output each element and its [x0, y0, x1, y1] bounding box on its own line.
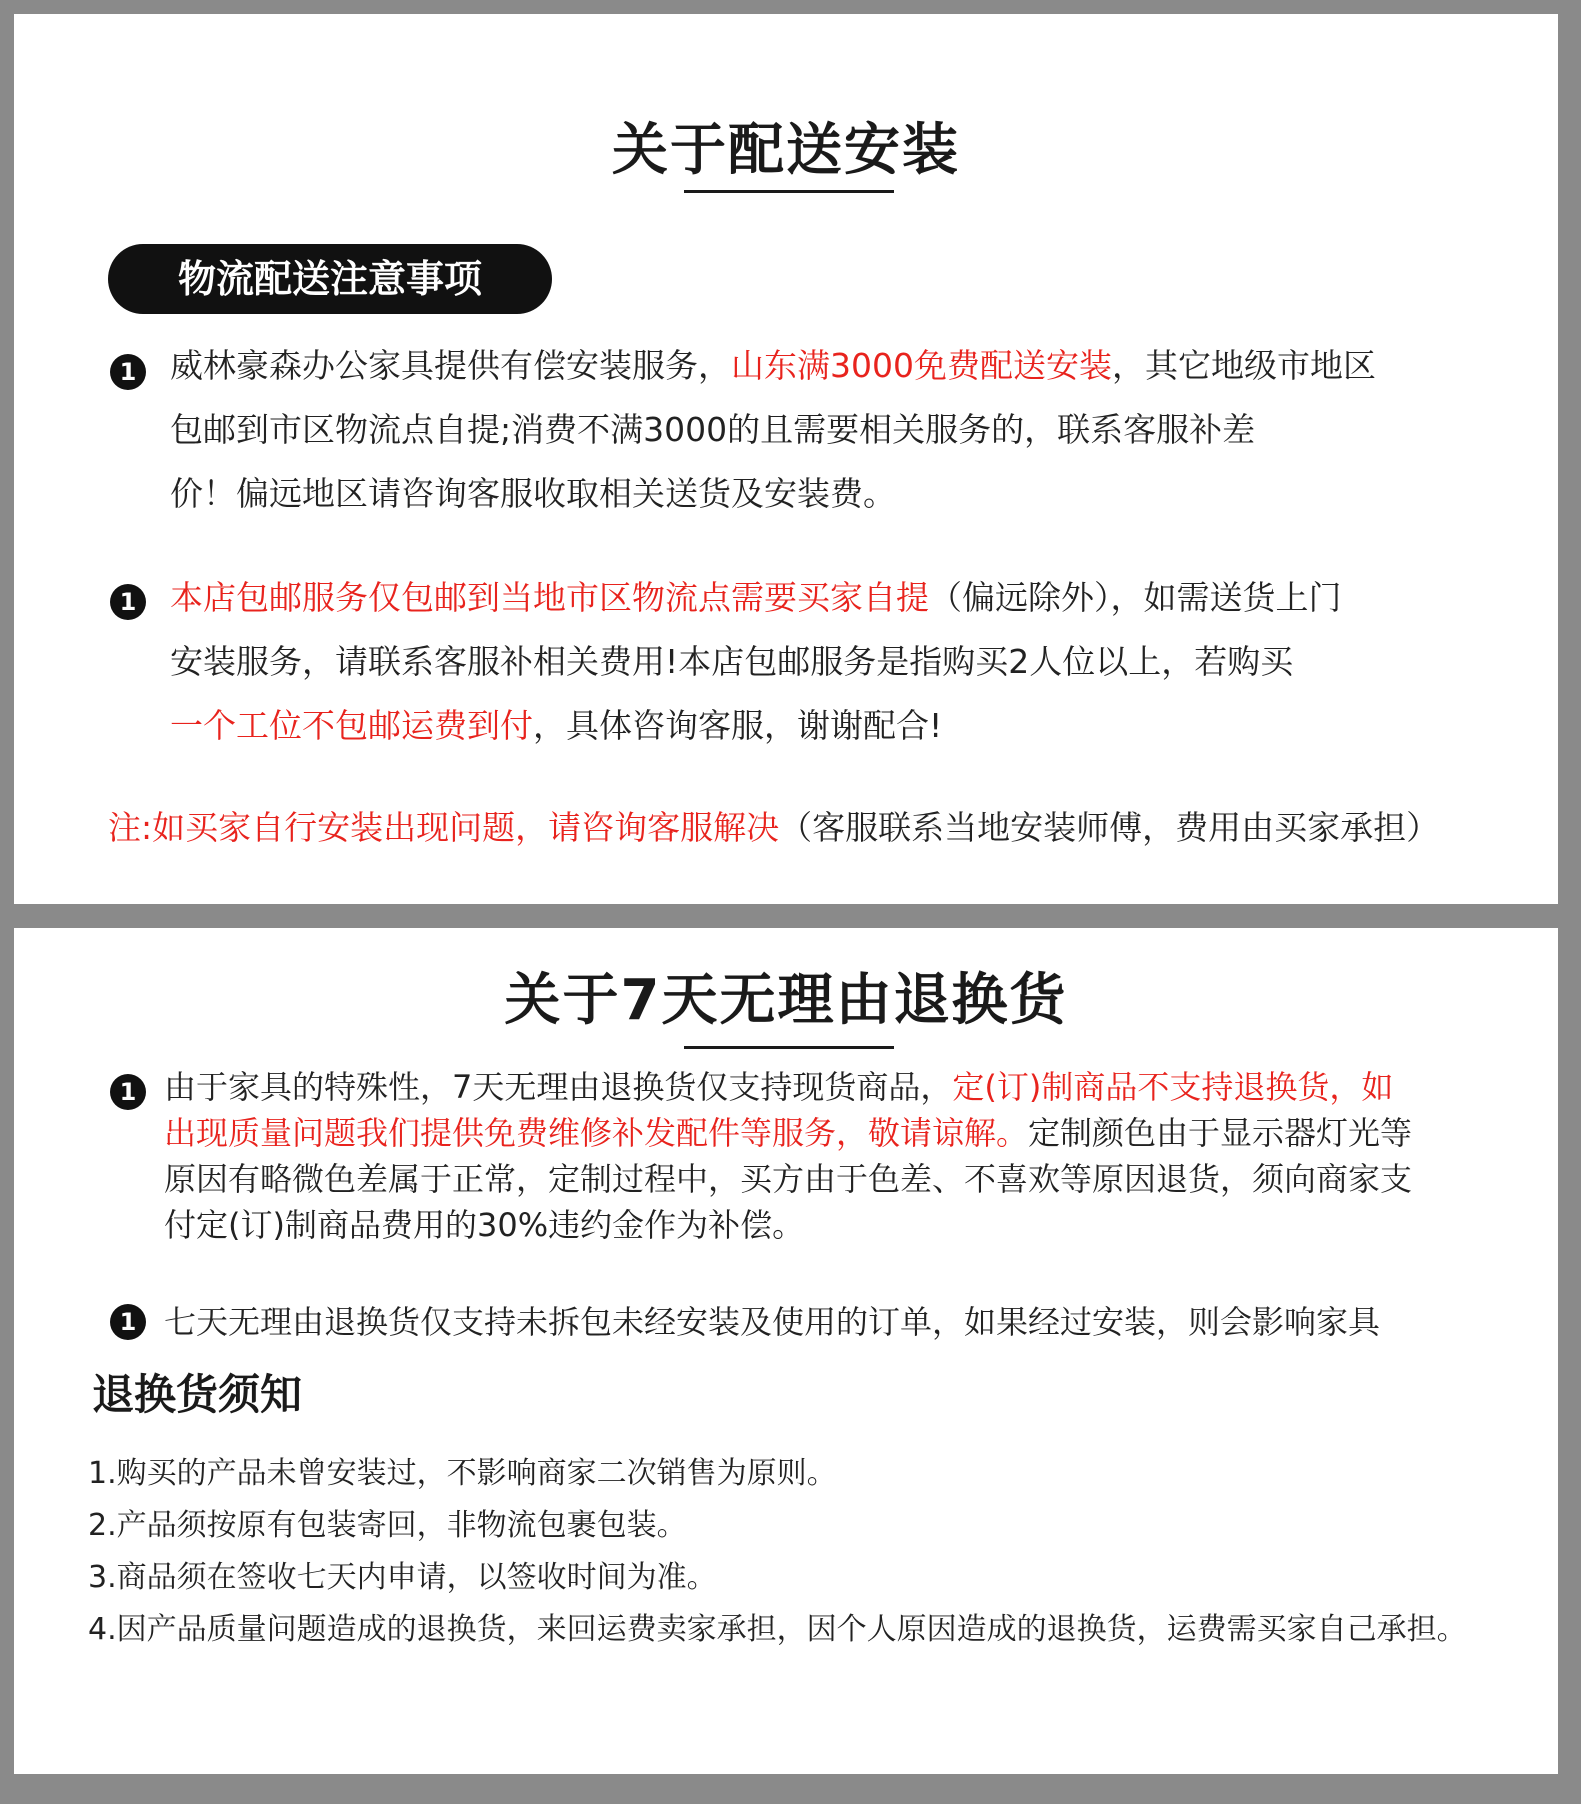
title-underline: [684, 190, 894, 193]
delivery-installation-panel: [14, 14, 1558, 904]
text-line: 付定(订)制商品费用的30%违约金作为补偿。: [164, 1206, 805, 1244]
list-item: 1.购买的产品未曾安装过，不影响商家二次销售为原则。: [88, 1456, 837, 1491]
highlight-text: 本店包邮服务仅包邮到当地市区物流点需要买家自提: [170, 578, 929, 617]
delivery-item-1-text: [170, 334, 1570, 526]
text-segment: 定制颜色由于显示器灯光等: [1028, 1114, 1413, 1152]
number-one-icon: 1: [110, 1074, 146, 1110]
section-title-return: 关于7天无理由退换货: [504, 968, 1068, 1033]
section-title-delivery: 关于配送安装: [612, 118, 960, 183]
return-item-2-text: 七天无理由退换货仅支持未拆包未经安装及使用的订单，如果经过安装，则会影响家具: [164, 1303, 1381, 1341]
list-item: 2.产品须按原有包装寄回，非物流包裹包装。: [88, 1508, 687, 1543]
logistics-notice-badge: 物流配送注意事项: [108, 244, 552, 314]
text-segment: ，其它地级市地区: [1111, 346, 1376, 385]
text-segment: ，具体咨询客服，谢谢配合!: [533, 706, 943, 745]
text-line: 价！偏远地区请咨询客服收取相关送货及安装费。: [170, 474, 896, 513]
highlight-text: 定(订)制商品不支持退换货，如: [952, 1068, 1394, 1106]
number-one-icon: 1: [110, 354, 146, 390]
text-segment: 威林豪森办公家具提供有偿安装服务，: [170, 346, 731, 385]
note-highlight: 注:如买家自行安装出现问题，请咨询客服解决: [108, 808, 780, 847]
return-rules-list: [88, 1448, 1467, 1656]
delivery-item-2-text: [170, 566, 1570, 758]
highlight-text: 一个工位不包邮运费到付: [170, 706, 533, 745]
text-line: 包邮到市区物流点自提;消费不满3000的且需要相关服务的，联系客服补差: [170, 410, 1256, 449]
highlight-text: 山东满3000免费配送安装: [731, 346, 1112, 385]
text-line: 安装服务，请联系客服补相关费用!本店包邮服务是指购买2人位以上，若购买: [170, 642, 1294, 681]
text-segment: （偏远除外），如需送货上门: [929, 578, 1342, 617]
number-one-icon: 1: [110, 584, 146, 620]
list-item: 4.因产品质量问题造成的退换货，来回运费卖家承担，因个人原因造成的退换货，运费需买家自己承担。: [88, 1612, 1467, 1647]
return-item-1-text: [164, 1064, 1581, 1248]
installation-note: [108, 802, 1439, 849]
number-one-icon: 1: [110, 1304, 146, 1340]
list-item: 3.商品须在签收七天内申请，以签收时间为准。: [88, 1560, 717, 1595]
note-text: （客服联系当地安装师傅，费用由买家承担）: [779, 808, 1440, 847]
text-line: 原因有略微色差属于正常，定制过程中，买方由于色差、不喜欢等原因退货，须向商家支: [164, 1160, 1413, 1198]
highlight-text: 出现质量问题我们提供免费维修补发配件等服务，敬请谅解。: [164, 1114, 1029, 1152]
return-notice-heading: 退换货须知: [92, 1370, 303, 1419]
text-segment: 由于家具的特殊性，7天无理由退换货仅支持现货商品，: [164, 1068, 953, 1106]
title-underline: [684, 1046, 894, 1049]
